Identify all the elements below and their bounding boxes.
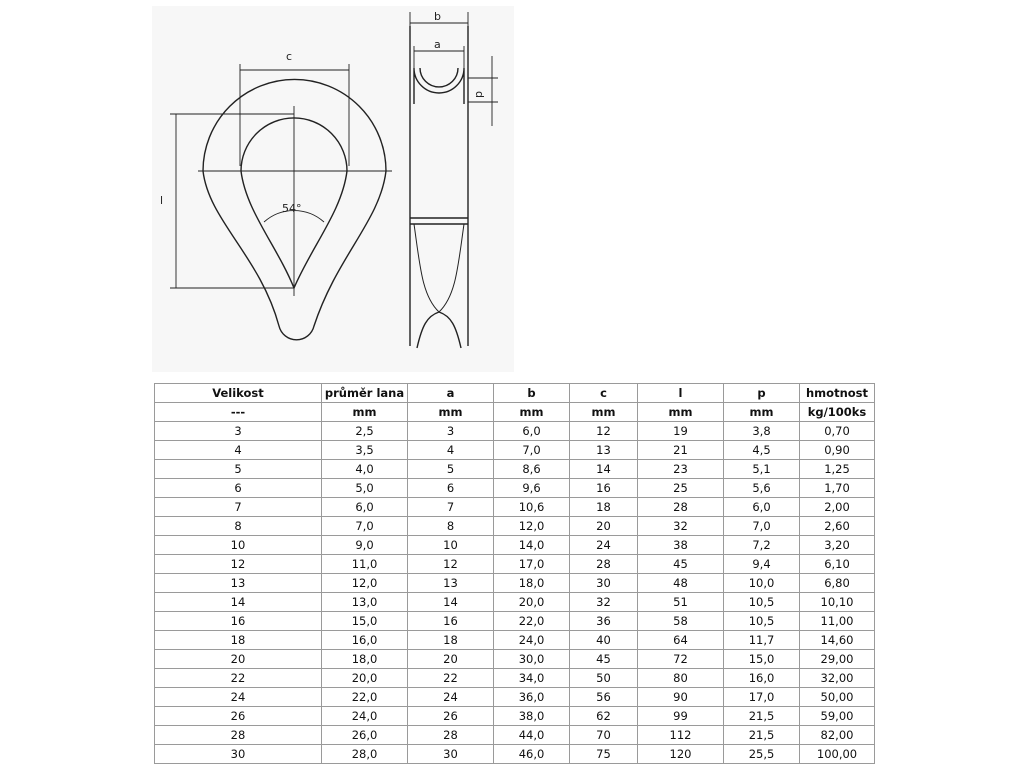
col-velikost: Velikost: [155, 384, 322, 403]
table-cell: 0,90: [800, 441, 875, 460]
table-row: [155, 479, 875, 498]
table-row: [155, 441, 875, 460]
unit-cell: mm: [322, 403, 408, 422]
table-row: [155, 422, 875, 441]
col-c: c: [570, 384, 638, 403]
unit-cell: mm: [494, 403, 570, 422]
table-row: [155, 536, 875, 555]
table-cell: 11,0: [322, 555, 408, 574]
table-cell: 10,5: [724, 612, 800, 631]
table-cell: 1,70: [800, 479, 875, 498]
table-row: [155, 498, 875, 517]
table-cell: 14: [155, 593, 322, 612]
table-cell: 62: [570, 707, 638, 726]
table-cell: 13: [408, 574, 494, 593]
table-cell: 0,70: [800, 422, 875, 441]
unit-cell: mm: [724, 403, 800, 422]
table-cell: 20: [155, 650, 322, 669]
table-cell: 24,0: [494, 631, 570, 650]
table-cell: 18,0: [494, 574, 570, 593]
table-cell: 32,00: [800, 669, 875, 688]
table-cell: 58: [638, 612, 724, 631]
table-cell: 18: [155, 631, 322, 650]
table-cell: 8: [408, 517, 494, 536]
table-cell: 7: [408, 498, 494, 517]
table-cell: 14,0: [494, 536, 570, 555]
unit-cell: mm: [408, 403, 494, 422]
table-row: [155, 726, 875, 745]
table-cell: 10,5: [724, 593, 800, 612]
table-row: [155, 555, 875, 574]
thimble-side-groove-bottom: [417, 312, 461, 348]
table-cell: 38: [638, 536, 724, 555]
table-cell: 24: [408, 688, 494, 707]
table-cell: 3,5: [322, 441, 408, 460]
table-cell: 64: [638, 631, 724, 650]
label-b: b: [434, 10, 441, 23]
table-row: [155, 688, 875, 707]
table-cell: 45: [638, 555, 724, 574]
table-cell: 15,0: [724, 650, 800, 669]
table-cell: 10,10: [800, 593, 875, 612]
table-cell: 56: [570, 688, 638, 707]
table-cell: 90: [638, 688, 724, 707]
table-cell: 11,7: [724, 631, 800, 650]
table-cell: 112: [638, 726, 724, 745]
table-cell: 34,0: [494, 669, 570, 688]
table-cell: 6: [155, 479, 322, 498]
table-cell: 5: [155, 460, 322, 479]
table-cell: 6: [408, 479, 494, 498]
table-cell: 3,8: [724, 422, 800, 441]
table-cell: 36: [570, 612, 638, 631]
table-cell: 25: [638, 479, 724, 498]
unit-cell: mm: [570, 403, 638, 422]
col-a: a: [408, 384, 494, 403]
table-cell: 15,0: [322, 612, 408, 631]
table-cell: 18: [408, 631, 494, 650]
table-cell: 16,0: [724, 669, 800, 688]
table-cell: 36,0: [494, 688, 570, 707]
table-cell: 12: [570, 422, 638, 441]
table-cell: 10: [408, 536, 494, 555]
table-cell: 18,0: [322, 650, 408, 669]
table-cell: 4,0: [322, 460, 408, 479]
col-hmotnost: hmotnost: [800, 384, 875, 403]
table-cell: 19: [638, 422, 724, 441]
table-cell: 9,4: [724, 555, 800, 574]
table-cell: 4: [155, 441, 322, 460]
table-cell: 82,00: [800, 726, 875, 745]
table-cell: 21,5: [724, 707, 800, 726]
col-b: b: [494, 384, 570, 403]
label-angle: 54°: [282, 202, 302, 215]
table-cell: 40: [570, 631, 638, 650]
table-cell: 50,00: [800, 688, 875, 707]
table-cell: 28: [570, 555, 638, 574]
table-cell: 4: [408, 441, 494, 460]
dimension-l: [170, 114, 294, 288]
table-cell: 6,0: [724, 498, 800, 517]
table-cell: 14,60: [800, 631, 875, 650]
table-body: [155, 422, 875, 764]
table-cell: 46,0: [494, 745, 570, 764]
table-cell: 3: [408, 422, 494, 441]
table-cell: 4,5: [724, 441, 800, 460]
thimble-technical-drawing: [152, 6, 514, 372]
table-cell: 30,0: [494, 650, 570, 669]
table-cell: 5,0: [322, 479, 408, 498]
table-cell: 13: [155, 574, 322, 593]
table-cell: 9,0: [322, 536, 408, 555]
table-cell: 28,0: [322, 745, 408, 764]
table-cell: 23: [638, 460, 724, 479]
table-cell: 72: [638, 650, 724, 669]
table-cell: 7,0: [322, 517, 408, 536]
table-cell: 80: [638, 669, 724, 688]
table-cell: 5,6: [724, 479, 800, 498]
table-cell: 12: [155, 555, 322, 574]
label-p: p: [472, 91, 485, 98]
table-cell: 22,0: [494, 612, 570, 631]
table-cell: 44,0: [494, 726, 570, 745]
table-cell: 7,0: [494, 441, 570, 460]
table-cell: 2,60: [800, 517, 875, 536]
table-cell: 24: [570, 536, 638, 555]
table-cell: 38,0: [494, 707, 570, 726]
table-cell: 9,6: [494, 479, 570, 498]
table-row: [155, 593, 875, 612]
table-cell: 20,0: [322, 669, 408, 688]
table-cell: 6,10: [800, 555, 875, 574]
header-row: [155, 384, 875, 403]
table-cell: 16: [570, 479, 638, 498]
table-cell: 25,5: [724, 745, 800, 764]
table-cell: 3: [155, 422, 322, 441]
table-cell: 18: [570, 498, 638, 517]
thimble-side-groove-top: [414, 68, 464, 104]
table-row: [155, 574, 875, 593]
table-cell: 24,0: [322, 707, 408, 726]
label-a: a: [434, 38, 441, 51]
table-cell: 22,0: [322, 688, 408, 707]
table-cell: 17,0: [494, 555, 570, 574]
units-row: [155, 403, 875, 422]
table-cell: 8,6: [494, 460, 570, 479]
table-cell: 16: [408, 612, 494, 631]
table-cell: 75: [570, 745, 638, 764]
table-cell: 16: [155, 612, 322, 631]
table-cell: 22: [155, 669, 322, 688]
table-cell: 26: [408, 707, 494, 726]
thimble-drawing-svg: [152, 6, 514, 372]
table-cell: 16,0: [322, 631, 408, 650]
table-cell: 10: [155, 536, 322, 555]
table-cell: 99: [638, 707, 724, 726]
table-row: [155, 517, 875, 536]
table-cell: 10,6: [494, 498, 570, 517]
table-cell: 30: [570, 574, 638, 593]
table-cell: 28: [408, 726, 494, 745]
table-cell: 5,1: [724, 460, 800, 479]
label-l: l: [160, 194, 164, 207]
table-cell: 20,0: [494, 593, 570, 612]
table-cell: 29,00: [800, 650, 875, 669]
table-cell: 32: [638, 517, 724, 536]
col-p: p: [724, 384, 800, 403]
table-cell: 26: [155, 707, 322, 726]
table-cell: 30: [408, 745, 494, 764]
table-cell: 50: [570, 669, 638, 688]
thimble-side-waist: [414, 224, 464, 312]
table-row: [155, 669, 875, 688]
table-cell: 2,5: [322, 422, 408, 441]
table-cell: 51: [638, 593, 724, 612]
table-cell: 12: [408, 555, 494, 574]
thimble-side-outline: [410, 26, 468, 346]
table-cell: 6,0: [322, 498, 408, 517]
table-cell: 32: [570, 593, 638, 612]
table-cell: 48: [638, 574, 724, 593]
table-cell: 13,0: [322, 593, 408, 612]
table-cell: 13: [570, 441, 638, 460]
col-prumer-lana: průměr lana: [322, 384, 408, 403]
table-cell: 14: [570, 460, 638, 479]
table-cell: 1,25: [800, 460, 875, 479]
table-cell: 24: [155, 688, 322, 707]
table-row: [155, 745, 875, 764]
table-cell: 21,5: [724, 726, 800, 745]
table-cell: 10,0: [724, 574, 800, 593]
table-cell: 22: [408, 669, 494, 688]
table-cell: 7: [155, 498, 322, 517]
table-cell: 120: [638, 745, 724, 764]
unit-cell: mm: [638, 403, 724, 422]
unit-cell: kg/100ks: [800, 403, 875, 422]
table-cell: 6,80: [800, 574, 875, 593]
table-cell: 2,00: [800, 498, 875, 517]
table-cell: 11,00: [800, 612, 875, 631]
unit-cell: ---: [155, 403, 322, 422]
table-cell: 70: [570, 726, 638, 745]
center-lines: [198, 106, 392, 296]
label-c: c: [286, 50, 293, 63]
table-cell: 59,00: [800, 707, 875, 726]
table-cell: 28: [638, 498, 724, 517]
table-cell: 5: [408, 460, 494, 479]
table-cell: 17,0: [724, 688, 800, 707]
table-cell: 28: [155, 726, 322, 745]
table-cell: 7,0: [724, 517, 800, 536]
table-row: [155, 460, 875, 479]
table-cell: 8: [155, 517, 322, 536]
table-cell: 20: [570, 517, 638, 536]
table-cell: 20: [408, 650, 494, 669]
col-l: l: [638, 384, 724, 403]
table-row: [155, 612, 875, 631]
table-cell: 100,00: [800, 745, 875, 764]
thimble-spec-table: [154, 383, 875, 764]
table-row: [155, 707, 875, 726]
table-cell: 30: [155, 745, 322, 764]
table-cell: 45: [570, 650, 638, 669]
table-cell: 26,0: [322, 726, 408, 745]
dimension-p: [468, 56, 498, 126]
table-cell: 3,20: [800, 536, 875, 555]
table-cell: 21: [638, 441, 724, 460]
table-row: [155, 631, 875, 650]
table-cell: 6,0: [494, 422, 570, 441]
table-cell: 14: [408, 593, 494, 612]
table-row: [155, 650, 875, 669]
table-cell: 12,0: [494, 517, 570, 536]
table-cell: 12,0: [322, 574, 408, 593]
table-cell: 7,2: [724, 536, 800, 555]
